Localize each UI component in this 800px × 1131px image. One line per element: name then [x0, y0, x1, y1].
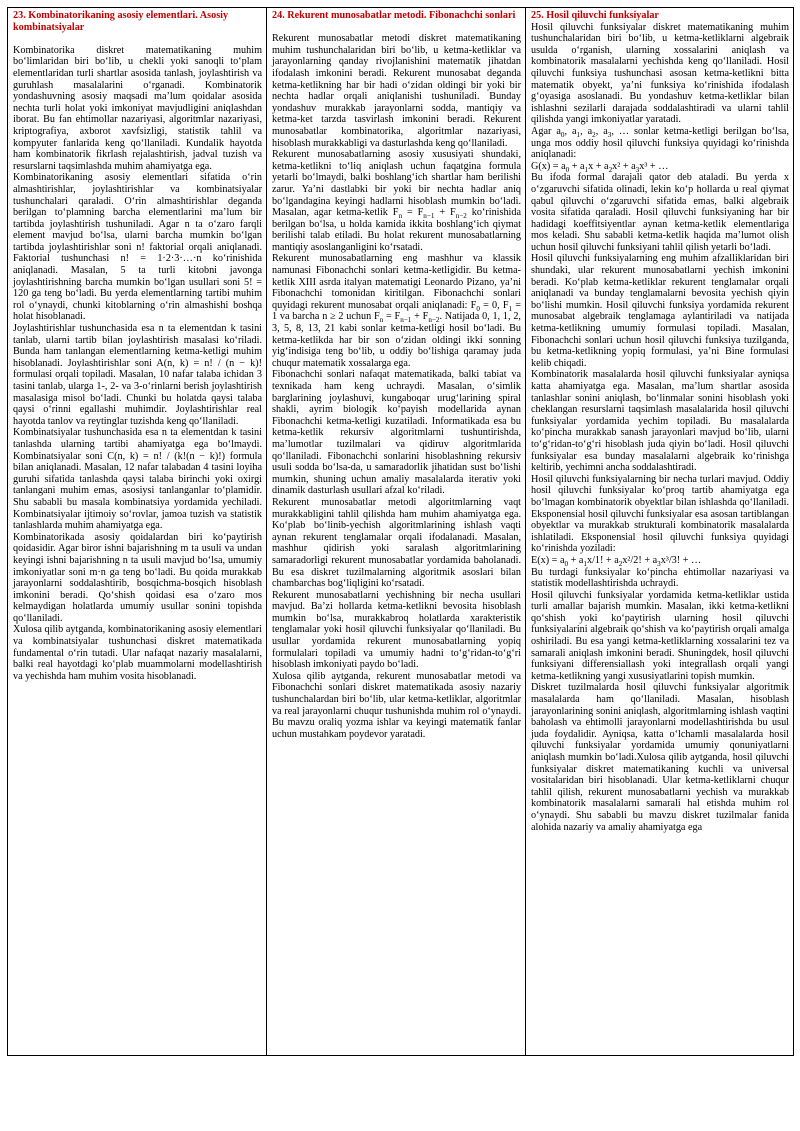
paragraph: Rekurent munosabatlar metodi diskret matematikaning muhim tushunchalaridan biri boʻlib, u ketma-ketliklar va jarayonlarning qanday rivojlanishini matematik jihatdan ifodalash imkonini beradi. Rekurent munosabat deganda ketma-ketlikning har bir hadi oʻzidan oldingi bir yoki bir nechta hadlar orqali aniqlanishi tushuniladi. Bunday yondashuv murakkab jarayonlarni sodda, mantiqiy va ketma-ket tarzda tasvirlash imkonini beradi. Rekurent munosabatlar kombinatorika, algoritmlar nazariyasi, hisoblash murakkabligi va dasturlashda keng qoʻllaniladi.: [272, 33, 521, 149]
section-title: 24. Rekurent munosabatlar metodi. Fibonachchi sonlari: [272, 10, 516, 21]
paragraph: Joylashtirishlar tushunchasida esa n ta elementdan k tasini tanlab, ularni tartib bilan joylashtirish masalasi koʻriladi. Bunda ham tanlangan elementlarning ketma-ketligi muhim hisoblanadi. Joylashtirishlar soni A(n, k) = n! / (n − k)! formulasi orqali topiladi. Masalan, 10 nafar talaba ichidan 3 tasini tanlab, ularga 1-, 2- va 3-oʻrinlarni berish joylashtirish masalasiga misol boʻladi. Chunki bu holatda qaysi talaba qaysi oʻrinni egallashi muhimdir. Joylashtirishlar real hayotda tanlov va reytinglar tuzishda keng qoʻllaniladi.: [13, 323, 262, 427]
paragraph: Hosil qiluvchi funksiyalarning eng muhim afzalliklaridan biri shundaki, ular rekurent munosabatlarni yechish imkonini beradi. Koʻplab ketma-ketliklar rekurent tenglamalar orqali aniqlanadi va bunday tenglamalarni bevosita yechish qiyin boʻlishi mumkin. Hosil qiluvchi funksiya yordamida rekurent munosabat algebraik tenglamaga aylantiriladi va natijada ketma-ketlikning umumiy formulasi topiladi. Masalan, Fibonachchi sonlari uchun hosil qiluvchi funksiya tuzilganda, bu ketma-ketlikning yopiq formulasi, yaʼni Bine formulasi kelib chiqadi.: [531, 253, 789, 369]
paragraph: Rekurent munosabatlarni yechishning bir necha usullari mavjud. Baʼzi hollarda ketma-ketlikni bevosita hisoblash mumkin boʻlsa, murakkabroq holatlarda xarakteristik tenglamalar yoki hosil qiluvchi funksiyalar qoʻllaniladi. Bu usullar yordamida rekurent munosabatlarning yopiq formulalari topiladi va umumiy hadni toʻgʻridan-toʻgʻri hisoblash imkoniyati paydo boʻladi.: [272, 589, 521, 671]
paragraph: Diskret tuzilmalarda hosil qiluvchi funksiyalar algoritmik masalalarda ham qoʻllaniladi. Masalan, hisoblash jarayonlarining sonini aniqlash, algoritmlarning ishlash vaqtini baholash va ehtimolli jarayonlarni modellashtirishda bu usul juda foydalidir. Ayniqsa, katta oʻlchamli masalalarda hosil qiluvchi funksiyalar yordamida umumiy qonuniyatlarni aniqlash mumkin boʻladi.Xulosa qilib aytganda, hosil qiluvchi funksiyalar diskret matematikaning kuchli va universal vositalaridan biri hisoblanadi. Ular ketma-ketliklarni chuqur tahlil qilish, rekurent munosabatlarni yechish va murakkab kombinatorik masalalarni samarali hal etishda muhim rol oʻynaydi. Shu sababli bu mavzu diskret tuzilmalar fanida alohida nazariy va amaliy ahamiyatga ega: [531, 682, 789, 833]
formula-ordinary-generating-function: $G(x) = a_0 + a_1x + a_2x^2 + a_3x^3$ + …: [531, 160, 669, 174]
paragraph: Kombinatorikada asosiy qoidalardan biri koʻpaytirish qoidasidir. Agar biror ishni bajarishning m ta usuli va undan keyingi ishni bajarishning n ta usuli mavjud boʻlsa, umumiy imkoniyatlar soni m·n ga teng boʻladi. Bu qoida murakkab jarayonlarni soddalashtirib, bosqichma-bosqich hisoblash imkonini beradi. Qoʻshish qoidasi esa oʻzaro mos kelmaydigan holatlarda umumiy usullar sonini topishda qoʻllaniladi.: [13, 531, 262, 624]
paragraph: Xulosa qilib aytganda, rekurent munosabatlar metodi va Fibonachchi sonlari diskret matematikada asosiy nazariy tushunchalardan biri boʻlib, ular ketma-ketliklar, algoritmlar va real jarayonlarni chuqur tushunishda muhim rol oʻynaydi. Bu mavzu oraliq yozma ishlar va keyingi matematik fanlar uchun mustahkam poydevor yaratadi.: [272, 670, 521, 740]
paragraph: Hosil qiluvchi funksiyalar diskret matematikaning muhim tushunchalaridan biri boʻlib, u ketma-ketliklarni algebraik usulda oʻrganish, ularning xossalarini aniqlash va kombinatorik masalalarni yechishda keng qoʻllaniladi. Hosil qiluvchi funksiya tushunchasi asosan ketma-ketlikni bitta matematik obyekt, yaʼni funksiya koʻrinishida ifodalash gʻoyasiga asoslanadi. Bu yondashuv ketma-ketliklar bilan ishlashni sezilarli darajada soddalashtiradi va ularni tahlil qilishda yangi imkoniyatlar yaratadi.: [531, 21, 789, 126]
paragraph: Agar $a_0$, $a_1$, $a_2$, $a_3$, … sonlar ketma-ketligi berilgan boʻlsa, unga mos oddiy hosil qiluvchi funksiya quyidagi koʻrinishda aniqlanadi:: [531, 125, 789, 161]
paragraph: Xulosa qilib aytganda, kombinatorikaning asosiy elementlari va kombinatsiyalar tushunchasi diskret matematikada fundamental oʻrin tutadi. Ular nafaqat nazariy masalalarni, balki real hayotdagi koʻplab muammolarni modellashtirish va yechishda ham muhim vosita hisoblanadi.: [13, 624, 262, 682]
three-column-table: [7, 7, 794, 1056]
column-recurrence: [267, 8, 526, 1056]
paragraph: Kombinatorikaning asosiy elementlari sifatida oʻrin almashtirishlar, joylashtirishlar va kombinatsiyalar tushunchalari qaraladi. Oʻrin almashtirishlar deganda berilgan toʻplamning barcha elementlarini maʼlum bir tartibda joylashtirish tushuniladi. Agar n ta oʻzaro farqli element mavjud boʻlsa, ularni barcha mumkin boʻlgan tartibda joylashtirishlar soni n! faktorial orqali aniqlanadi. Faktorial tushunchasi n! = 1·2·3·…·n koʻrinishida aniqlanadi. Masalan, 5 ta turli kitobni javonga joylashtirishning barcha mumkin boʻlgan usullari soni 5! = 120 ga teng boʻladi. Bu yerda elementlarning tartibi muhim rol oʻynaydi, chunki kitoblarning oʻrin almashishi boshqa holat hisoblanadi.: [13, 172, 262, 323]
paragraph: Kombinatorik masalalarda hosil qiluvchi funksiyalar ayniqsa katta ahamiyatga ega. Masalan, maʼlum shartlar asosida tanlashlar sonini aniqlash, boʻlinmalar sonini hisoblash yoki cheklangan resurslarni taqsimlash masalalarida hosil qiluvchi funksiyalar yordamida yechim topiladi. Bu masalalarda koʻpincha murakkab sanash jarayonlari mavjud boʻlib, ularni toʻgʻridan-toʻgʻri hisoblash juda qiyin boʻladi. Hosil qiluvchi funksiyalar esa bunday masalalarni algebraik koʻrinishga keltirib, yechimni ancha soddalashtiradi.: [531, 369, 789, 474]
section-title: 25. Hosil qiluvchi funksiyalar: [531, 10, 659, 21]
column-generating-functions: [526, 8, 794, 1056]
paragraph: Bu turdagi funksiyalar koʻpincha ehtimollar nazariyasi va statistik modellashtirishda uchraydi.: [531, 566, 789, 590]
paragraph: Fibonachchi sonlari nafaqat matematikada, balki tabiat va texnikada ham keng uchraydi. Masalan, oʻsimlik barglarining joylashuvi, kungaboqar urugʻlarining spiral shakli, ayrim biologik koʻpayish modellarida aynan Fibonachchi ketma-ketligi kuzatiladi. Informatikada esa bu ketma-ketlik rekursiv algoritmlarni tushuntirishda, maʼlumotlar tuzilmalari va qidiruv algoritmlarida qoʻllaniladi. Fibonachchi sonlarini hisoblashning rekursiv usuli sodda boʻlsa-da, u samaradorlik jihatidan sust boʻlishi mumkin, shuning uchun amaliy masalalarda iterativ yoki dinamik dasturlash usullari afzal koʻriladi.: [272, 369, 521, 497]
paragraph: Hosil qiluvchi funksiyalar yordamida ketma-ketliklar ustida turli amallar bajarish mumkin. Masalan, ikki ketma-ketlikni qoʻshish yoki koʻpaytirish ularning hosil qiluvchi funksiyalarini algebraik qoʻshish va koʻpaytirish orqali amalga oshiriladi. Bu esa yangi ketma-ketliklarning xossalarini tez va samarali aniqlash imkonini beradi. Shuningdek, hosil qiluvchi funksiyani differensiallash yoki integrallash orqali yangi ketma-ketlikning yangi xususiyatlarini topish mumkin.: [531, 589, 789, 682]
paragraph: Kombinatsiyalar tushunchasida esa n ta elementdan k tasini tanlashda ularning tartibi ahamiyatga ega boʻlmaydi. Kombinatsiyalar soni C(n, k) = n! / (k!(n − k)!) formula bilan aniqlanadi. Masalan, 12 nafar talabadan 4 tasini loyiha guruhi sifatida tanlashda qaysi talaba birinchi yoki oxirgi tanlangani muhim emas, asosiysi tanlanganlar toʻplamidir. Shu sababli bu masala kombinatsiya yordamida yechiladi. Kombinatsiyalar ijtimoiy soʻrovlar, jamoa tuzish va statistik tanlashlarda muhim ahamiyatga ega.: [13, 427, 262, 532]
column-combinatorics: [8, 8, 267, 1056]
section-title: 23. Kombinatorikaning asosiy elementlari. Asosiy kombinatsiyalar: [13, 10, 229, 33]
paragraph: Rekurent munosabatlarning asosiy xususiyati shundaki, ketma-ketlikni toʻliq aniqlash uchun faqatgina formula yetarli boʻlmaydi, balki boshlangʻich shartlar ham berilishi zarur. Yaʼni dastlabki bir yoki bir nechta hadlar aniq boʻlgandagina keyingi hadlarni hisoblash mumkin boʻladi. Masalan, agar ketma-ketlik $F_n = F_{n-1} + F_{n-2}$ koʻrinishida berilgan boʻlsa, u holda kamida ikkita boshlangʻich qiymat berilishi talab etiladi. Bu holat rekurent munosabatlarning mantiqiy asoslanganligini koʻrsatadi.: [272, 149, 522, 253]
paragraph: Bu ifoda formal darajali qator deb ataladi. Bu yerda x oʻzgaruvchi sifatida olinadi, lekin koʻp hollarda u real qiymat qabul qiluvchi oʻzgaruvchi sifatida emas, balki algebraik vosita sifatida qaraladi. Hosil qiluvchi funksiyaning har bir hadidagi koeffitsiyentlar aynan ketma-ketlik elementlariga mos keladi. Shu sababli ketma-ketlik haqida maʼlumot olish uchun hosil qiluvchi funksiyani tahlil qilish yetarli boʻladi.: [531, 172, 789, 253]
paragraph: Rekurent munosabatlar metodi algoritmlarning vaqt murakkabligini tahlil qilishda ham muhim ahamiyatga ega. Koʻplab boʻlinib-yechish algoritmlarining ishlash vaqti aynan rekurent tenglamalar orqali ifodalanadi. Masalan, mashhur qidirish yoki saralash algoritmlarining samaradorligi rekurent munosabatlar yordamida baholanadi. Bu esa diskret tuzilmalarning algoritmik asoslari bilan chambarchas bogʻliqligini koʻrsatadi.: [272, 496, 521, 590]
paragraph: Kombinatorika diskret matematikaning muhim boʻlimlaridan biri boʻlib, u chekli yoki sanoqli toʻplam elementlaridan turli shartlar asosida tanlash, joylashtirish va guruhlash masalalarini oʻrganadi. Kombinatorik yondashuvning asosiy maqsadi maʼlum qoidalar asosida nechta turli holat yoki imkoniyat mavjudligini aniqlashdan iborat. Bu fan ehtimollar nazariyasi, algoritmlar nazariyasi, kriptografiya, axborot xavfsizligi, statistik tahlil va kompyuter fanlarida keng qoʻllaniladi. Kundalik hayotda ham kombinatorik fikrlash rejalashtirish, jadval tuzish va resurslarni taqsimlashda muhim ahamiyatga ega.: [13, 44, 262, 172]
paragraph: Rekurent munosabatlarning eng mashhur va klassik namunasi Fibonachchi sonlari ketma-ketligidir. Bu ketma-ketlik XIII asrda italyan matematigi Leonardo Pizano, yaʼni Fibonachchi tomonidan kiritilgan. Fibonachchi sonlari quyidagi rekurent munosabat orqali aniqlanadi: $F_0 = 0$, $F_1 = 1$ va barcha n ≥ 2 uchun $F_n = F_{n-1} + F_{n-2}$. Natijada 0, 1, 1, 2, 3, 5, 8, 13, 21 kabi sonlar ketma-ketligi hosil boʻladi. Bu ketma-ketlikda har bir son oʻzidan oldingi ikki sonning yigʻindisiga teng boʻlib, u oddiy boʻlishiga qaramay juda chuqur matematik xossalarga ega.: [272, 253, 522, 369]
paragraph: Hosil qiluvchi funksiyalarning bir necha turlari mavjud. Oddiy hosil qiluvchi funksiyalar koʻproq tartib ahamiyatga ega boʻlmagan kombinatorik obyektlar bilan ishlashda qoʻllaniladi. Eksponensial hosil qiluvchi funksiyalar esa asosan tartiblangan obyektlar va murakkab strukturali kombinatorik masalalarda ishlatiladi. Eksponensial hosil qiluvchi funksiya quyidagi koʻrinishda yoziladi:: [531, 473, 789, 555]
formula-exponential-generating-function: $E(x) = a_0 + a_1x/1$! + $a_2x^2/2$! + $a_3x^3/3$! + …: [531, 554, 702, 568]
